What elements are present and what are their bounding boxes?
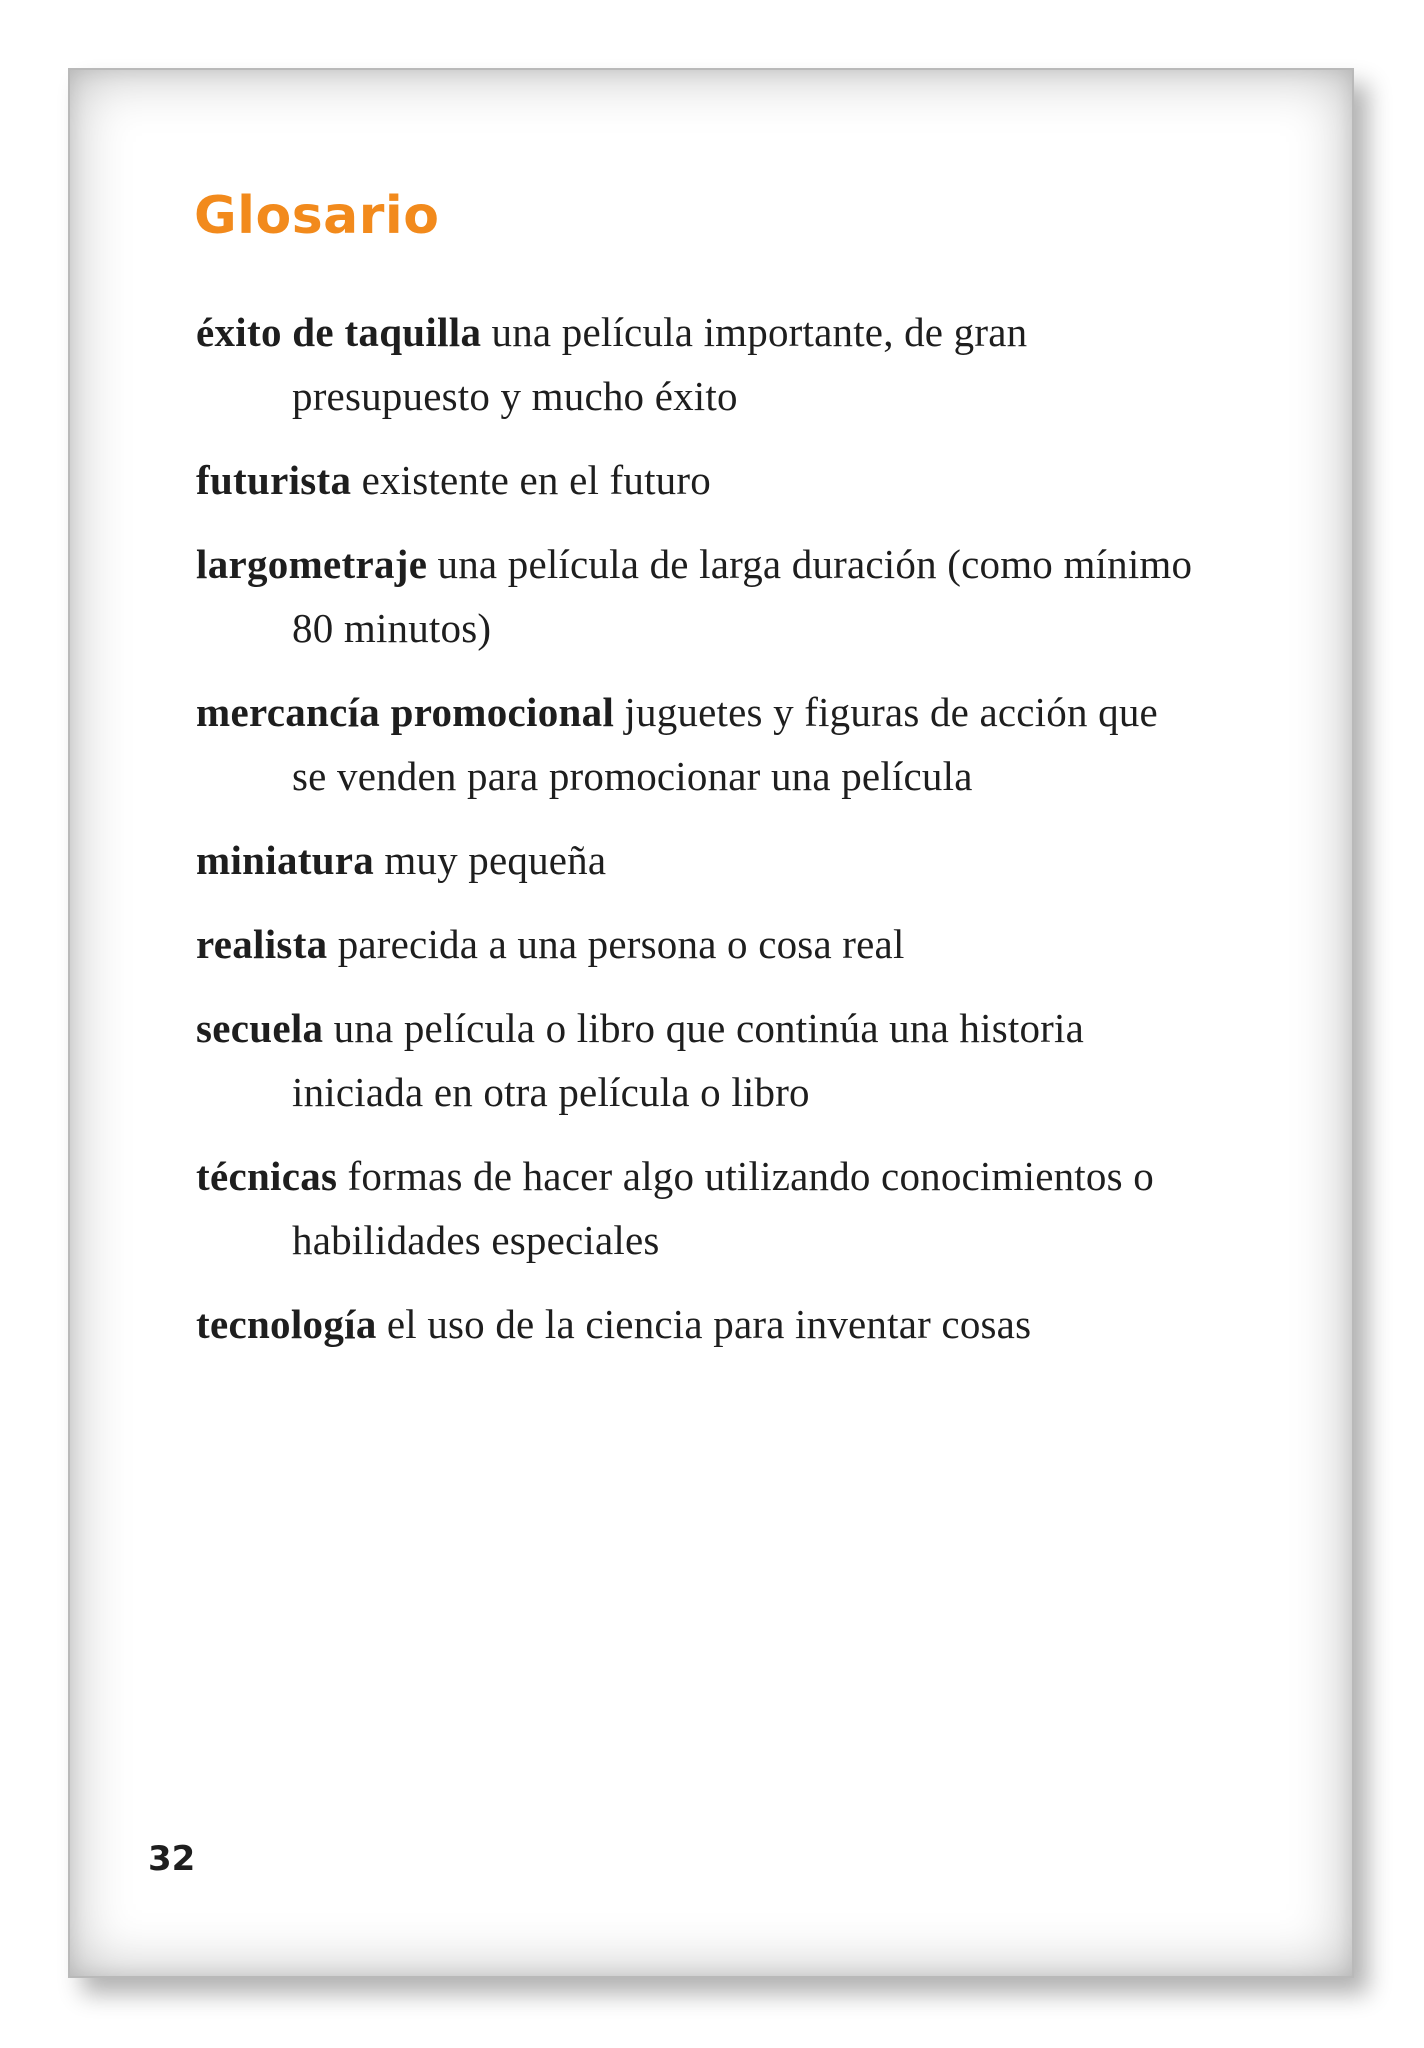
glossary-entry bbox=[196, 680, 1196, 808]
glossary-definition: existente en el futuro bbox=[361, 457, 711, 503]
glossary-term: miniatura bbox=[196, 837, 375, 883]
glossary-definition: parecida a una persona o cosa real bbox=[337, 921, 905, 967]
glossary-entry bbox=[196, 1144, 1196, 1272]
glossary-definition: muy pequeña bbox=[384, 837, 607, 883]
glossary-definition: formas de hacer algo utilizando conocimientos o habilidades especiales bbox=[292, 1153, 1154, 1263]
glossary-definition: juguetes y figuras de acción que se venden para promocionar una película bbox=[292, 689, 1158, 799]
glossary-title: Glosario bbox=[194, 186, 440, 246]
glossary-definition: una película importante, de gran presupuesto y mucho éxito bbox=[292, 309, 1028, 419]
glossary-entry bbox=[196, 532, 1196, 660]
glossary-list bbox=[196, 300, 1196, 1376]
glossary-term: futurista bbox=[196, 457, 352, 503]
glossary-definition: el uso de la ciencia para inventar cosas bbox=[386, 1301, 1032, 1347]
glossary-entry bbox=[196, 912, 1196, 976]
glossary-term: secuela bbox=[196, 1005, 324, 1051]
glossary-definition: una película de larga duración (como mínimo 80 minutos) bbox=[292, 541, 1193, 651]
glossary-definition: una película o libro que continúa una historia iniciada en otra película o libro bbox=[292, 1005, 1084, 1115]
glossary-term: técnicas bbox=[196, 1153, 338, 1199]
page-number: 32 bbox=[148, 1839, 196, 1879]
glossary-entry bbox=[196, 300, 1196, 428]
glossary-entry bbox=[196, 448, 1196, 512]
glossary-entry bbox=[196, 828, 1196, 892]
glossary-term: largometraje bbox=[196, 541, 428, 587]
glossary-entry bbox=[196, 996, 1196, 1124]
glossary-term: éxito de taquilla bbox=[196, 309, 482, 355]
glossary-term: mercancía promocional bbox=[196, 689, 615, 735]
glossary-term: realista bbox=[196, 921, 328, 967]
glossary-entry bbox=[196, 1292, 1196, 1356]
glossary-term: tecnología bbox=[196, 1301, 377, 1347]
